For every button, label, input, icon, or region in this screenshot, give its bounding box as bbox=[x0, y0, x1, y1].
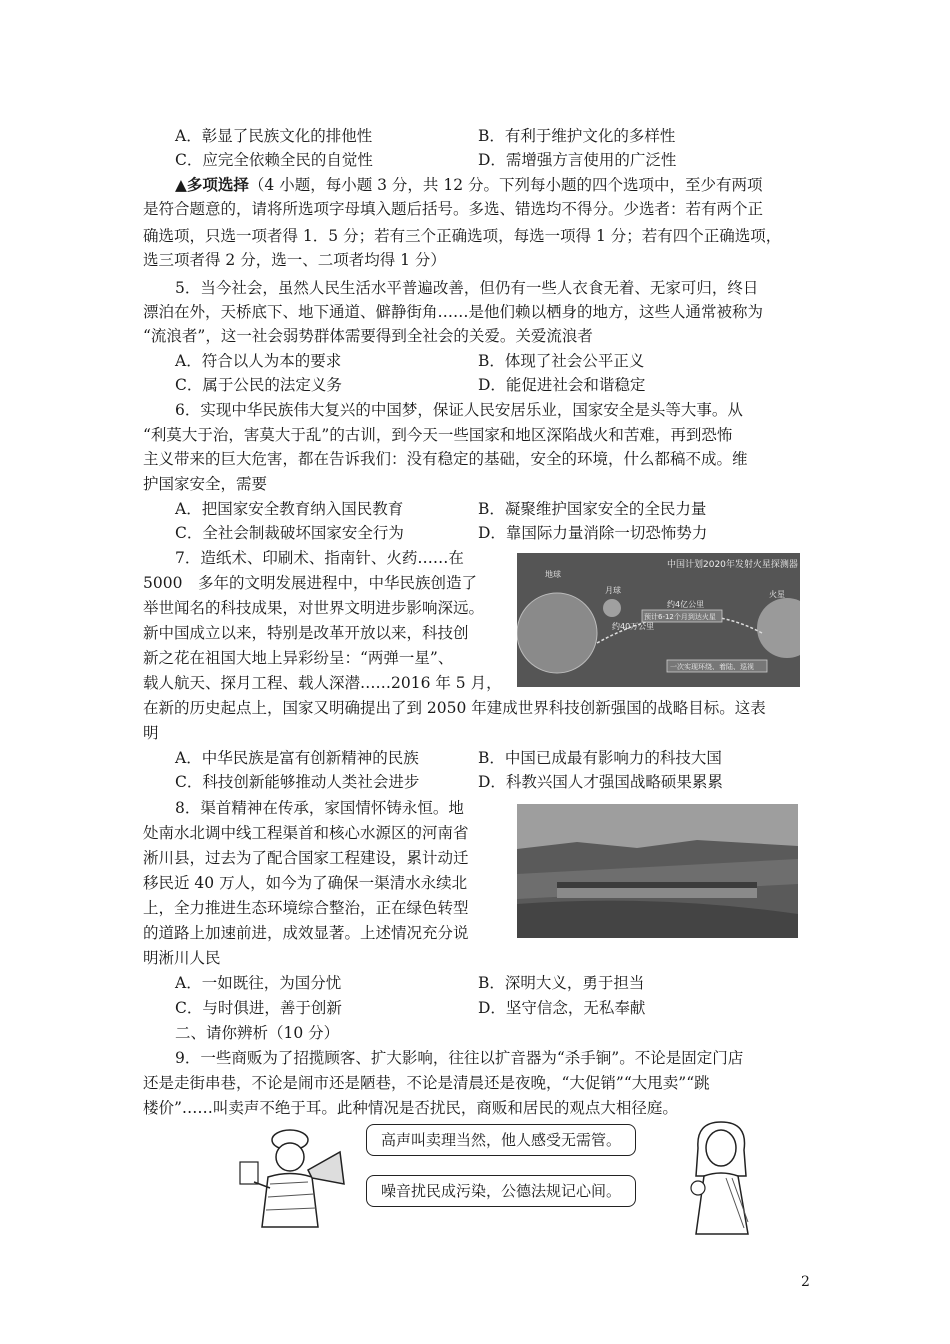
mars-probe-image bbox=[517, 553, 800, 687]
image-title: 中国计划2020年发射火星探测器 bbox=[667, 560, 798, 570]
q7-stem: 举世闻名的科技成果，对世界文明进步影响深远。 bbox=[143, 599, 485, 617]
vendor-speech-bubble: 高声叫卖理当然，他人感受无需管。 bbox=[366, 1124, 636, 1156]
q9-stem: 楼价”……叫卖声不绝于耳。此种情况是否扰民，商贩和居民的观点大相径庭。 bbox=[143, 1099, 678, 1117]
resident-cartoon bbox=[676, 1118, 766, 1236]
q5-option-b: B．体现了社会公平正义 bbox=[478, 352, 645, 370]
q8-option-b: B．深明大义，勇于担当 bbox=[478, 974, 645, 992]
q8-stem: 明淅川人民 bbox=[143, 949, 221, 967]
q5-option-c: C．属于公民的法定义务 bbox=[175, 376, 342, 394]
q8-stem: 上，全力推进生态环境综合整治，正在绿色转型 bbox=[143, 899, 469, 917]
q6-option-c: C．全社会制裁破坏国家安全行为 bbox=[175, 524, 404, 542]
q7-stem: 载人航天、探月工程、载人深潜……2016 年 5 月， bbox=[143, 674, 502, 692]
q7-stem: 5000 多年的文明发展进程中，中华民族创造了 bbox=[143, 574, 477, 592]
q7-stem: 明 bbox=[143, 724, 159, 742]
q6-stem: 6．实现中华民族伟大复兴的中国梦，保证人民安居乐业，国家安全是头等大事。从 bbox=[175, 401, 743, 419]
instructions-line: 确选项，只选一项者得 1．5 分；若有三个正确选项，每选一项得 1 分；若有四个正确选项， bbox=[143, 227, 782, 245]
instructions-line: 是符合题意的，请将所选项字母填入题后括号。多选、错选均不得分。少选者：若有两个正 bbox=[143, 200, 764, 218]
image-label: 月球 bbox=[605, 586, 621, 595]
q4-option-d: D．需增强方言使用的广泛性 bbox=[478, 151, 677, 169]
instructions-line: 选三项者得 2 分，选一、二项者均得 1 分） bbox=[143, 251, 446, 269]
q8-stem: 处南水北调中线工程渠首和核心水源区的河南省 bbox=[143, 824, 469, 842]
q8-option-c: C．与时俱进，善于创新 bbox=[175, 999, 342, 1017]
q7-stem: 7．造纸术、印刷术、指南针、火药……在 bbox=[175, 549, 464, 567]
q9-stem: 还是走街串巷，不论是闹市还是陋巷，不论是清晨还是夜晚，“大促销”“大甩卖”“跳 bbox=[143, 1074, 710, 1092]
q5-stem: 5．当今社会，虽然人民生活水平普遍改善，但仍有一些人衣食无着、无家可归，终日 bbox=[175, 279, 759, 297]
q6-option-a: A．把国家安全教育纳入国民教育 bbox=[175, 500, 404, 518]
q4-option-b: B．有利于维护文化的多样性 bbox=[478, 127, 676, 145]
q6-option-d: D．靠国际力量消除一切恐怖势力 bbox=[478, 524, 708, 542]
image-label: 火星 bbox=[769, 590, 785, 599]
q4-option-c: C．应完全依赖全民的自觉性 bbox=[175, 151, 373, 169]
q7-option-d: D．科教兴国人才强国战略硕果累累 bbox=[478, 773, 723, 791]
q7-option-b: B．中国已成最有影响力的科技大国 bbox=[478, 749, 722, 767]
image-label: 约40万公里 bbox=[612, 622, 655, 631]
page-number: 2 bbox=[801, 1274, 810, 1290]
image-label: 约4亿公里 bbox=[667, 600, 705, 609]
q7-stem: 新中国成立以来，特别是改革开放以来，科技创 bbox=[143, 624, 469, 642]
q8-stem: 移民近 40 万人，如今为了确保一渠清水永续北 bbox=[143, 874, 468, 892]
q9-stem: 9．一些商贩为了招揽顾客、扩大影响，往往以扩音器为“杀手锏”。不论是固定门店 bbox=[175, 1049, 744, 1067]
q4-option-a: A．彰显了民族文化的排他性 bbox=[175, 127, 373, 145]
vendor-cartoon bbox=[228, 1122, 358, 1232]
q8-stem: 的道路上加速前进，成效显著。上述情况充分说 bbox=[143, 924, 469, 942]
megaphone-icon bbox=[308, 1152, 344, 1184]
multi-choice-heading: ▲多项选择 bbox=[175, 175, 249, 194]
image-label: 地球 bbox=[545, 570, 561, 579]
q5-option-d: D．能促进社会和谐稳定 bbox=[478, 376, 646, 394]
canal-landscape-image bbox=[517, 804, 798, 938]
q7-option-a: A．中华民族是富有创新精神的民族 bbox=[175, 749, 419, 767]
q5-stem: “流浪者”，这一社会弱势群体需要得到全社会的关爱。关爱流浪者 bbox=[143, 327, 593, 345]
q7-stem: 在新的历史起点上，国家又明确提出了到 2050 年建成世界科技创新强国的战略目标。这表 bbox=[143, 699, 766, 717]
multi-choice-instructions: ▲多项选择（4 小题，每小题 3 分，共 12 分。下列每小题的四个选项中，至少有两项 bbox=[175, 175, 763, 194]
q5-stem: 漂泊在外，天桥底下、地下通道、僻静街角……是他们赖以栖身的地方，这些人通常被称为 bbox=[143, 303, 764, 321]
q8-option-a: A．一如既往，为国分忧 bbox=[175, 974, 342, 992]
q7-stem: 新之花在祖国大地上异彩纷呈：“两弹一星”、 bbox=[143, 649, 454, 667]
q6-stem: “利莫大于治，害莫大于乱”的古训，到今天一些国家和地区深陷战火和苦难，再到恐怖 bbox=[143, 426, 733, 444]
q8-stem: 8．渠首精神在传承，家国情怀铸永恒。地 bbox=[175, 799, 464, 817]
q5-option-a: A．符合以人为本的要求 bbox=[175, 352, 342, 370]
q8-option-d: D．坚守信念，无私奉献 bbox=[478, 999, 646, 1017]
image-label: 预计6-12个月到达火星 bbox=[644, 613, 716, 621]
resident-speech-bubble: 噪音扰民成污染，公德法规记心间。 bbox=[366, 1175, 636, 1207]
image-label: 一次实现环绕、着陆、巡视 bbox=[670, 663, 754, 671]
q6-stem: 主义带来的巨大危害，都在告诉我们：没有稳定的基础，安全的环境，什么都稿不成。维 bbox=[143, 450, 748, 468]
q7-option-c: C．科技创新能够推动人类社会进步 bbox=[175, 773, 420, 791]
moon-shape bbox=[603, 599, 621, 617]
q6-option-b: B．凝聚维护国家安全的全民力量 bbox=[478, 500, 707, 518]
q8-stem: 淅川县，过去为了配合国家工程建设，累计动迁 bbox=[143, 849, 469, 867]
q6-stem: 护国家安全，需要 bbox=[143, 475, 268, 493]
section-title: 二、请你辨析（10 分） bbox=[175, 1024, 340, 1042]
